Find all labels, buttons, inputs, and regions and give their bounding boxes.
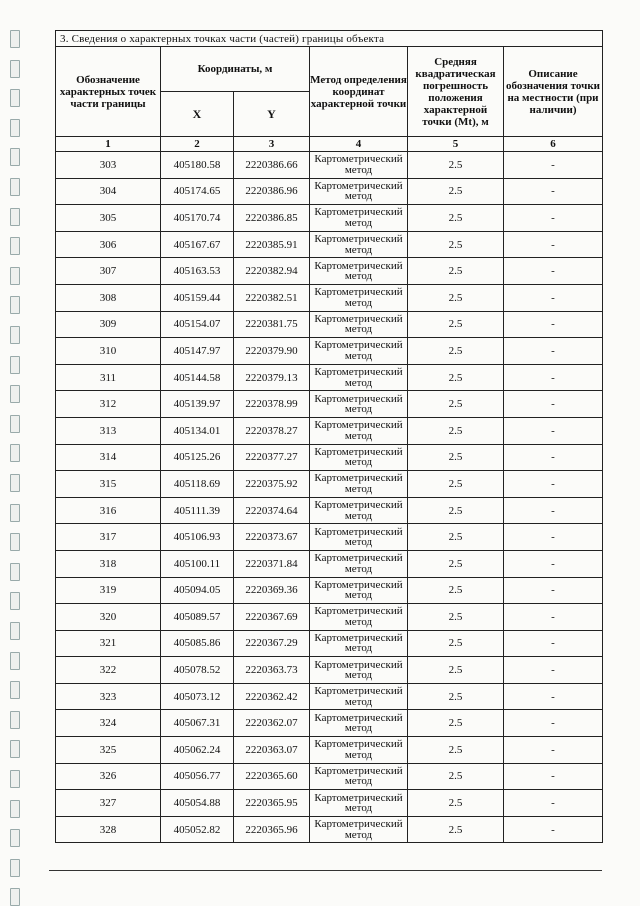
method-cell: Картометрический метод xyxy=(310,657,408,684)
x-coordinate-cell: 405139.97 xyxy=(161,391,234,418)
x-coordinate-cell: 405100.11 xyxy=(161,550,234,577)
point-number-cell: 312 xyxy=(56,391,161,418)
description-cell: - xyxy=(504,790,603,817)
method-cell: Картометрический метод xyxy=(310,364,408,391)
x-coordinate-cell: 405056.77 xyxy=(161,763,234,790)
point-number-cell: 317 xyxy=(56,524,161,551)
binding-hole xyxy=(10,30,20,48)
binding-hole xyxy=(10,770,20,788)
description-cell: - xyxy=(504,497,603,524)
point-number-cell: 311 xyxy=(56,364,161,391)
column-number: 2 xyxy=(161,137,234,152)
binding-hole xyxy=(10,504,20,522)
error-cell: 2.5 xyxy=(408,205,504,232)
x-coordinate-cell: 405085.86 xyxy=(161,630,234,657)
y-coordinate-cell: 2220365.95 xyxy=(234,790,310,817)
error-cell: 2.5 xyxy=(408,657,504,684)
y-coordinate-cell: 2220378.27 xyxy=(234,417,310,444)
method-cell: Картометрический метод xyxy=(310,630,408,657)
point-number-cell: 326 xyxy=(56,763,161,790)
method-cell: Картометрический метод xyxy=(310,152,408,179)
header-method: Метод определения координат характерной точки xyxy=(310,47,408,137)
error-cell: 2.5 xyxy=(408,737,504,764)
x-coordinate-cell: 405054.88 xyxy=(161,790,234,817)
y-coordinate-cell: 2220363.07 xyxy=(234,737,310,764)
y-coordinate-cell: 2220382.51 xyxy=(234,284,310,311)
header-point-designation: Обозначение характерных точек части границы xyxy=(56,47,161,137)
binding-hole xyxy=(10,859,20,877)
table-row xyxy=(56,683,603,710)
method-cell: Картометрический метод xyxy=(310,178,408,205)
error-cell: 2.5 xyxy=(408,790,504,817)
binding-hole xyxy=(10,563,20,581)
table-row xyxy=(56,258,603,285)
method-cell: Картометрический метод xyxy=(310,284,408,311)
description-cell: - xyxy=(504,178,603,205)
y-coordinate-cell: 2220377.27 xyxy=(234,444,310,471)
point-number-cell: 324 xyxy=(56,710,161,737)
x-coordinate-cell: 405067.31 xyxy=(161,710,234,737)
x-coordinate-cell: 405134.01 xyxy=(161,417,234,444)
method-cell: Картометрический метод xyxy=(310,710,408,737)
method-cell: Картометрический метод xyxy=(310,444,408,471)
description-cell: - xyxy=(504,284,603,311)
description-cell: - xyxy=(504,417,603,444)
description-cell: - xyxy=(504,258,603,285)
header-error: Средняя квадратическая погрешность положения характерной точки (Mt), м xyxy=(408,47,504,137)
binding-hole xyxy=(10,385,20,403)
point-number-cell: 315 xyxy=(56,471,161,498)
table-row xyxy=(56,471,603,498)
error-cell: 2.5 xyxy=(408,816,504,843)
y-coordinate-cell: 2220386.96 xyxy=(234,178,310,205)
point-number-cell: 316 xyxy=(56,497,161,524)
table-row xyxy=(56,524,603,551)
description-cell: - xyxy=(504,550,603,577)
description-cell: - xyxy=(504,152,603,179)
method-cell: Картометрический метод xyxy=(310,205,408,232)
x-coordinate-cell: 405073.12 xyxy=(161,683,234,710)
binding-hole xyxy=(10,681,20,699)
x-coordinate-cell: 405062.24 xyxy=(161,737,234,764)
column-number: 4 xyxy=(310,137,408,152)
table-row xyxy=(56,391,603,418)
binding-hole xyxy=(10,326,20,344)
table-row xyxy=(56,604,603,631)
x-coordinate-cell: 405174.65 xyxy=(161,178,234,205)
x-coordinate-cell: 405078.52 xyxy=(161,657,234,684)
description-cell: - xyxy=(504,205,603,232)
binding-hole xyxy=(10,178,20,196)
y-coordinate-cell: 2220373.67 xyxy=(234,524,310,551)
error-cell: 2.5 xyxy=(408,311,504,338)
error-cell: 2.5 xyxy=(408,550,504,577)
table-row xyxy=(56,178,603,205)
y-coordinate-cell: 2220362.42 xyxy=(234,683,310,710)
y-coordinate-cell: 2220386.66 xyxy=(234,152,310,179)
binding-holes xyxy=(10,30,24,890)
description-cell: - xyxy=(504,710,603,737)
x-coordinate-cell: 405154.07 xyxy=(161,311,234,338)
y-coordinate-cell: 2220378.99 xyxy=(234,391,310,418)
binding-hole xyxy=(10,119,20,137)
point-number-cell: 306 xyxy=(56,231,161,258)
x-coordinate-cell: 405147.97 xyxy=(161,338,234,365)
error-cell: 2.5 xyxy=(408,604,504,631)
binding-hole xyxy=(10,237,20,255)
method-cell: Картометрический метод xyxy=(310,550,408,577)
table-row xyxy=(56,311,603,338)
description-cell: - xyxy=(504,657,603,684)
error-cell: 2.5 xyxy=(408,630,504,657)
table-row xyxy=(56,657,603,684)
point-number-cell: 307 xyxy=(56,258,161,285)
point-number-cell: 318 xyxy=(56,550,161,577)
table-row xyxy=(56,710,603,737)
binding-hole xyxy=(10,740,20,758)
method-cell: Картометрический метод xyxy=(310,417,408,444)
column-number: 3 xyxy=(234,137,310,152)
binding-hole xyxy=(10,415,20,433)
description-cell: - xyxy=(504,311,603,338)
method-cell: Картометрический метод xyxy=(310,790,408,817)
x-coordinate-cell: 405106.93 xyxy=(161,524,234,551)
table-row xyxy=(56,577,603,604)
footer-divider xyxy=(49,870,602,871)
method-cell: Картометрический метод xyxy=(310,471,408,498)
y-coordinate-cell: 2220367.69 xyxy=(234,604,310,631)
error-cell: 2.5 xyxy=(408,284,504,311)
binding-hole xyxy=(10,208,20,226)
description-cell: - xyxy=(504,630,603,657)
error-cell: 2.5 xyxy=(408,152,504,179)
y-coordinate-cell: 2220369.36 xyxy=(234,577,310,604)
x-coordinate-cell: 405167.67 xyxy=(161,231,234,258)
x-coordinate-cell: 405144.58 xyxy=(161,364,234,391)
binding-hole xyxy=(10,622,20,640)
binding-hole xyxy=(10,711,20,729)
description-cell: - xyxy=(504,364,603,391)
method-cell: Картометрический метод xyxy=(310,604,408,631)
point-number-cell: 319 xyxy=(56,577,161,604)
description-cell: - xyxy=(504,604,603,631)
x-coordinate-cell: 405180.58 xyxy=(161,152,234,179)
method-cell: Картометрический метод xyxy=(310,258,408,285)
error-cell: 2.5 xyxy=(408,178,504,205)
error-cell: 2.5 xyxy=(408,710,504,737)
point-number-cell: 314 xyxy=(56,444,161,471)
binding-hole xyxy=(10,800,20,818)
y-coordinate-cell: 2220381.75 xyxy=(234,311,310,338)
binding-hole xyxy=(10,60,20,78)
error-cell: 2.5 xyxy=(408,683,504,710)
description-cell: - xyxy=(504,444,603,471)
point-number-cell: 322 xyxy=(56,657,161,684)
binding-hole xyxy=(10,533,20,551)
binding-hole xyxy=(10,356,20,374)
error-cell: 2.5 xyxy=(408,577,504,604)
binding-hole xyxy=(10,148,20,166)
table-row xyxy=(56,630,603,657)
point-number-cell: 308 xyxy=(56,284,161,311)
error-cell: 2.5 xyxy=(408,763,504,790)
error-cell: 2.5 xyxy=(408,364,504,391)
table-row xyxy=(56,338,603,365)
method-cell: Картометрический метод xyxy=(310,763,408,790)
method-cell: Картометрический метод xyxy=(310,816,408,843)
table-row xyxy=(56,205,603,232)
point-number-cell: 325 xyxy=(56,737,161,764)
table-row xyxy=(56,497,603,524)
x-coordinate-cell: 405118.69 xyxy=(161,471,234,498)
binding-hole xyxy=(10,592,20,610)
description-cell: - xyxy=(504,231,603,258)
method-cell: Картометрический метод xyxy=(310,737,408,764)
column-numbers-row xyxy=(56,137,603,152)
column-number: 6 xyxy=(504,137,603,152)
y-coordinate-cell: 2220382.94 xyxy=(234,258,310,285)
binding-hole xyxy=(10,89,20,107)
point-number-cell: 313 xyxy=(56,417,161,444)
y-coordinate-cell: 2220365.96 xyxy=(234,816,310,843)
y-coordinate-cell: 2220374.64 xyxy=(234,497,310,524)
x-coordinate-cell: 405170.74 xyxy=(161,205,234,232)
point-number-cell: 305 xyxy=(56,205,161,232)
method-cell: Картометрический метод xyxy=(310,497,408,524)
y-coordinate-cell: 2220375.92 xyxy=(234,471,310,498)
point-number-cell: 309 xyxy=(56,311,161,338)
y-coordinate-cell: 2220379.90 xyxy=(234,338,310,365)
x-coordinate-cell: 405052.82 xyxy=(161,816,234,843)
table-row xyxy=(56,816,603,843)
table-row xyxy=(56,763,603,790)
error-cell: 2.5 xyxy=(408,258,504,285)
method-cell: Картометрический метод xyxy=(310,311,408,338)
error-cell: 2.5 xyxy=(408,524,504,551)
description-cell: - xyxy=(504,737,603,764)
y-coordinate-cell: 2220362.07 xyxy=(234,710,310,737)
y-coordinate-cell: 2220385.91 xyxy=(234,231,310,258)
point-number-cell: 310 xyxy=(56,338,161,365)
description-cell: - xyxy=(504,763,603,790)
method-cell: Картометрический метод xyxy=(310,683,408,710)
table-row xyxy=(56,790,603,817)
binding-hole xyxy=(10,888,20,906)
table-row xyxy=(56,152,603,179)
method-cell: Картометрический метод xyxy=(310,391,408,418)
table-row xyxy=(56,444,603,471)
y-coordinate-cell: 2220371.84 xyxy=(234,550,310,577)
error-cell: 2.5 xyxy=(408,338,504,365)
section-title: 3. Сведения о характерных точках части (частей) границы объекта xyxy=(56,31,603,47)
x-coordinate-cell: 405163.53 xyxy=(161,258,234,285)
point-number-cell: 323 xyxy=(56,683,161,710)
x-coordinate-cell: 405094.05 xyxy=(161,577,234,604)
point-number-cell: 304 xyxy=(56,178,161,205)
header-x: X xyxy=(161,92,234,137)
y-coordinate-cell: 2220367.29 xyxy=(234,630,310,657)
error-cell: 2.5 xyxy=(408,471,504,498)
column-number: 5 xyxy=(408,137,504,152)
point-number-cell: 321 xyxy=(56,630,161,657)
error-cell: 2.5 xyxy=(408,231,504,258)
table-row xyxy=(56,231,603,258)
y-coordinate-cell: 2220365.60 xyxy=(234,763,310,790)
y-coordinate-cell: 2220379.13 xyxy=(234,364,310,391)
description-cell: - xyxy=(504,577,603,604)
point-number-cell: 328 xyxy=(56,816,161,843)
point-number-cell: 303 xyxy=(56,152,161,179)
table-row xyxy=(56,550,603,577)
binding-hole xyxy=(10,267,20,285)
binding-hole xyxy=(10,444,20,462)
column-number: 1 xyxy=(56,137,161,152)
method-cell: Картометрический метод xyxy=(310,231,408,258)
error-cell: 2.5 xyxy=(408,497,504,524)
method-cell: Картометрический метод xyxy=(310,338,408,365)
binding-hole xyxy=(10,474,20,492)
method-cell: Картометрический метод xyxy=(310,577,408,604)
boundary-points-table xyxy=(55,30,603,843)
binding-hole xyxy=(10,296,20,314)
error-cell: 2.5 xyxy=(408,391,504,418)
table-row xyxy=(56,284,603,311)
x-coordinate-cell: 405111.39 xyxy=(161,497,234,524)
description-cell: - xyxy=(504,524,603,551)
table-row xyxy=(56,417,603,444)
binding-hole xyxy=(10,829,20,847)
header-coordinates: Координаты, м xyxy=(161,47,310,92)
point-number-cell: 327 xyxy=(56,790,161,817)
x-coordinate-cell: 405159.44 xyxy=(161,284,234,311)
description-cell: - xyxy=(504,816,603,843)
y-coordinate-cell: 2220386.85 xyxy=(234,205,310,232)
description-cell: - xyxy=(504,338,603,365)
x-coordinate-cell: 405125.26 xyxy=(161,444,234,471)
error-cell: 2.5 xyxy=(408,444,504,471)
error-cell: 2.5 xyxy=(408,417,504,444)
table-row xyxy=(56,364,603,391)
x-coordinate-cell: 405089.57 xyxy=(161,604,234,631)
method-cell: Картометрический метод xyxy=(310,524,408,551)
point-number-cell: 320 xyxy=(56,604,161,631)
table-row xyxy=(56,737,603,764)
binding-hole xyxy=(10,652,20,670)
description-cell: - xyxy=(504,471,603,498)
y-coordinate-cell: 2220363.73 xyxy=(234,657,310,684)
description-cell: - xyxy=(504,683,603,710)
description-cell: - xyxy=(504,391,603,418)
header-description: Описание обозначения точки на местности (при наличии) xyxy=(504,47,603,137)
header-y: Y xyxy=(234,92,310,137)
